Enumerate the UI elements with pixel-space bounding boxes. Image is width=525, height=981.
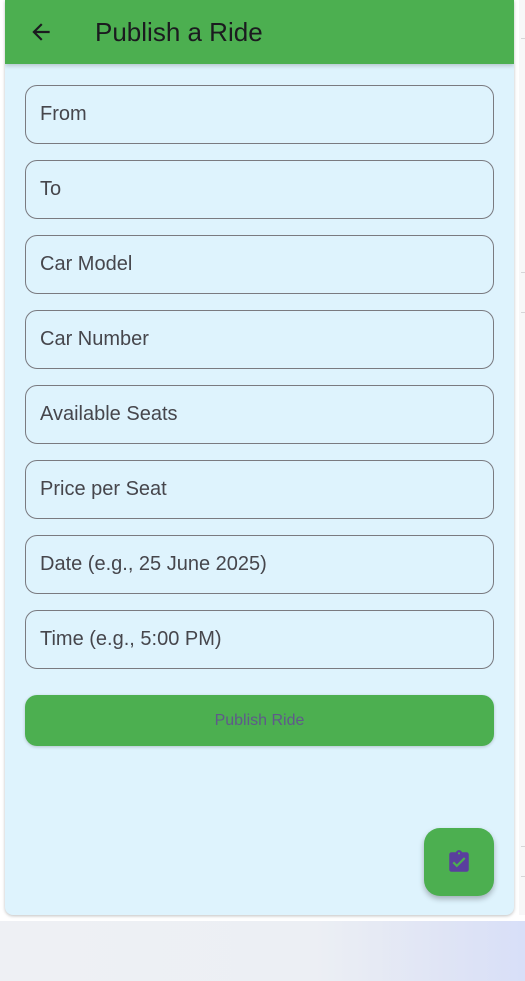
available-seats-field-container xyxy=(25,385,494,444)
edge-tick xyxy=(521,38,525,39)
clipboard-check-icon xyxy=(446,849,472,875)
price-per-seat-input[interactable] xyxy=(26,461,493,518)
edge-tick xyxy=(521,272,525,273)
system-background xyxy=(0,921,525,981)
back-button[interactable] xyxy=(23,14,59,50)
car-model-field-container xyxy=(25,235,494,294)
car-number-input[interactable] xyxy=(26,311,493,368)
to-field-container xyxy=(25,160,494,219)
publish-ride-button[interactable]: Publish Ride xyxy=(25,695,494,746)
edge-tick xyxy=(521,876,525,877)
edge-tick xyxy=(521,846,525,847)
page-title: Publish a Ride xyxy=(95,17,263,47)
window-edge xyxy=(519,0,525,915)
screen xyxy=(5,0,514,915)
car-model-input[interactable] xyxy=(26,236,493,293)
fab-button[interactable] xyxy=(424,828,494,896)
price-per-seat-field-container xyxy=(25,460,494,519)
ride-form xyxy=(25,85,494,685)
from-field-container xyxy=(25,85,494,144)
car-number-field-container xyxy=(25,310,494,369)
time-field-container xyxy=(25,610,494,669)
date-input[interactable] xyxy=(26,536,493,593)
edge-tick xyxy=(521,312,525,313)
from-input[interactable] xyxy=(26,86,493,143)
app-bar xyxy=(5,0,514,64)
time-input[interactable] xyxy=(26,611,493,668)
to-input[interactable] xyxy=(26,161,493,218)
arrow-left-icon xyxy=(28,19,54,45)
date-field-container xyxy=(25,535,494,594)
available-seats-input[interactable] xyxy=(26,386,493,443)
